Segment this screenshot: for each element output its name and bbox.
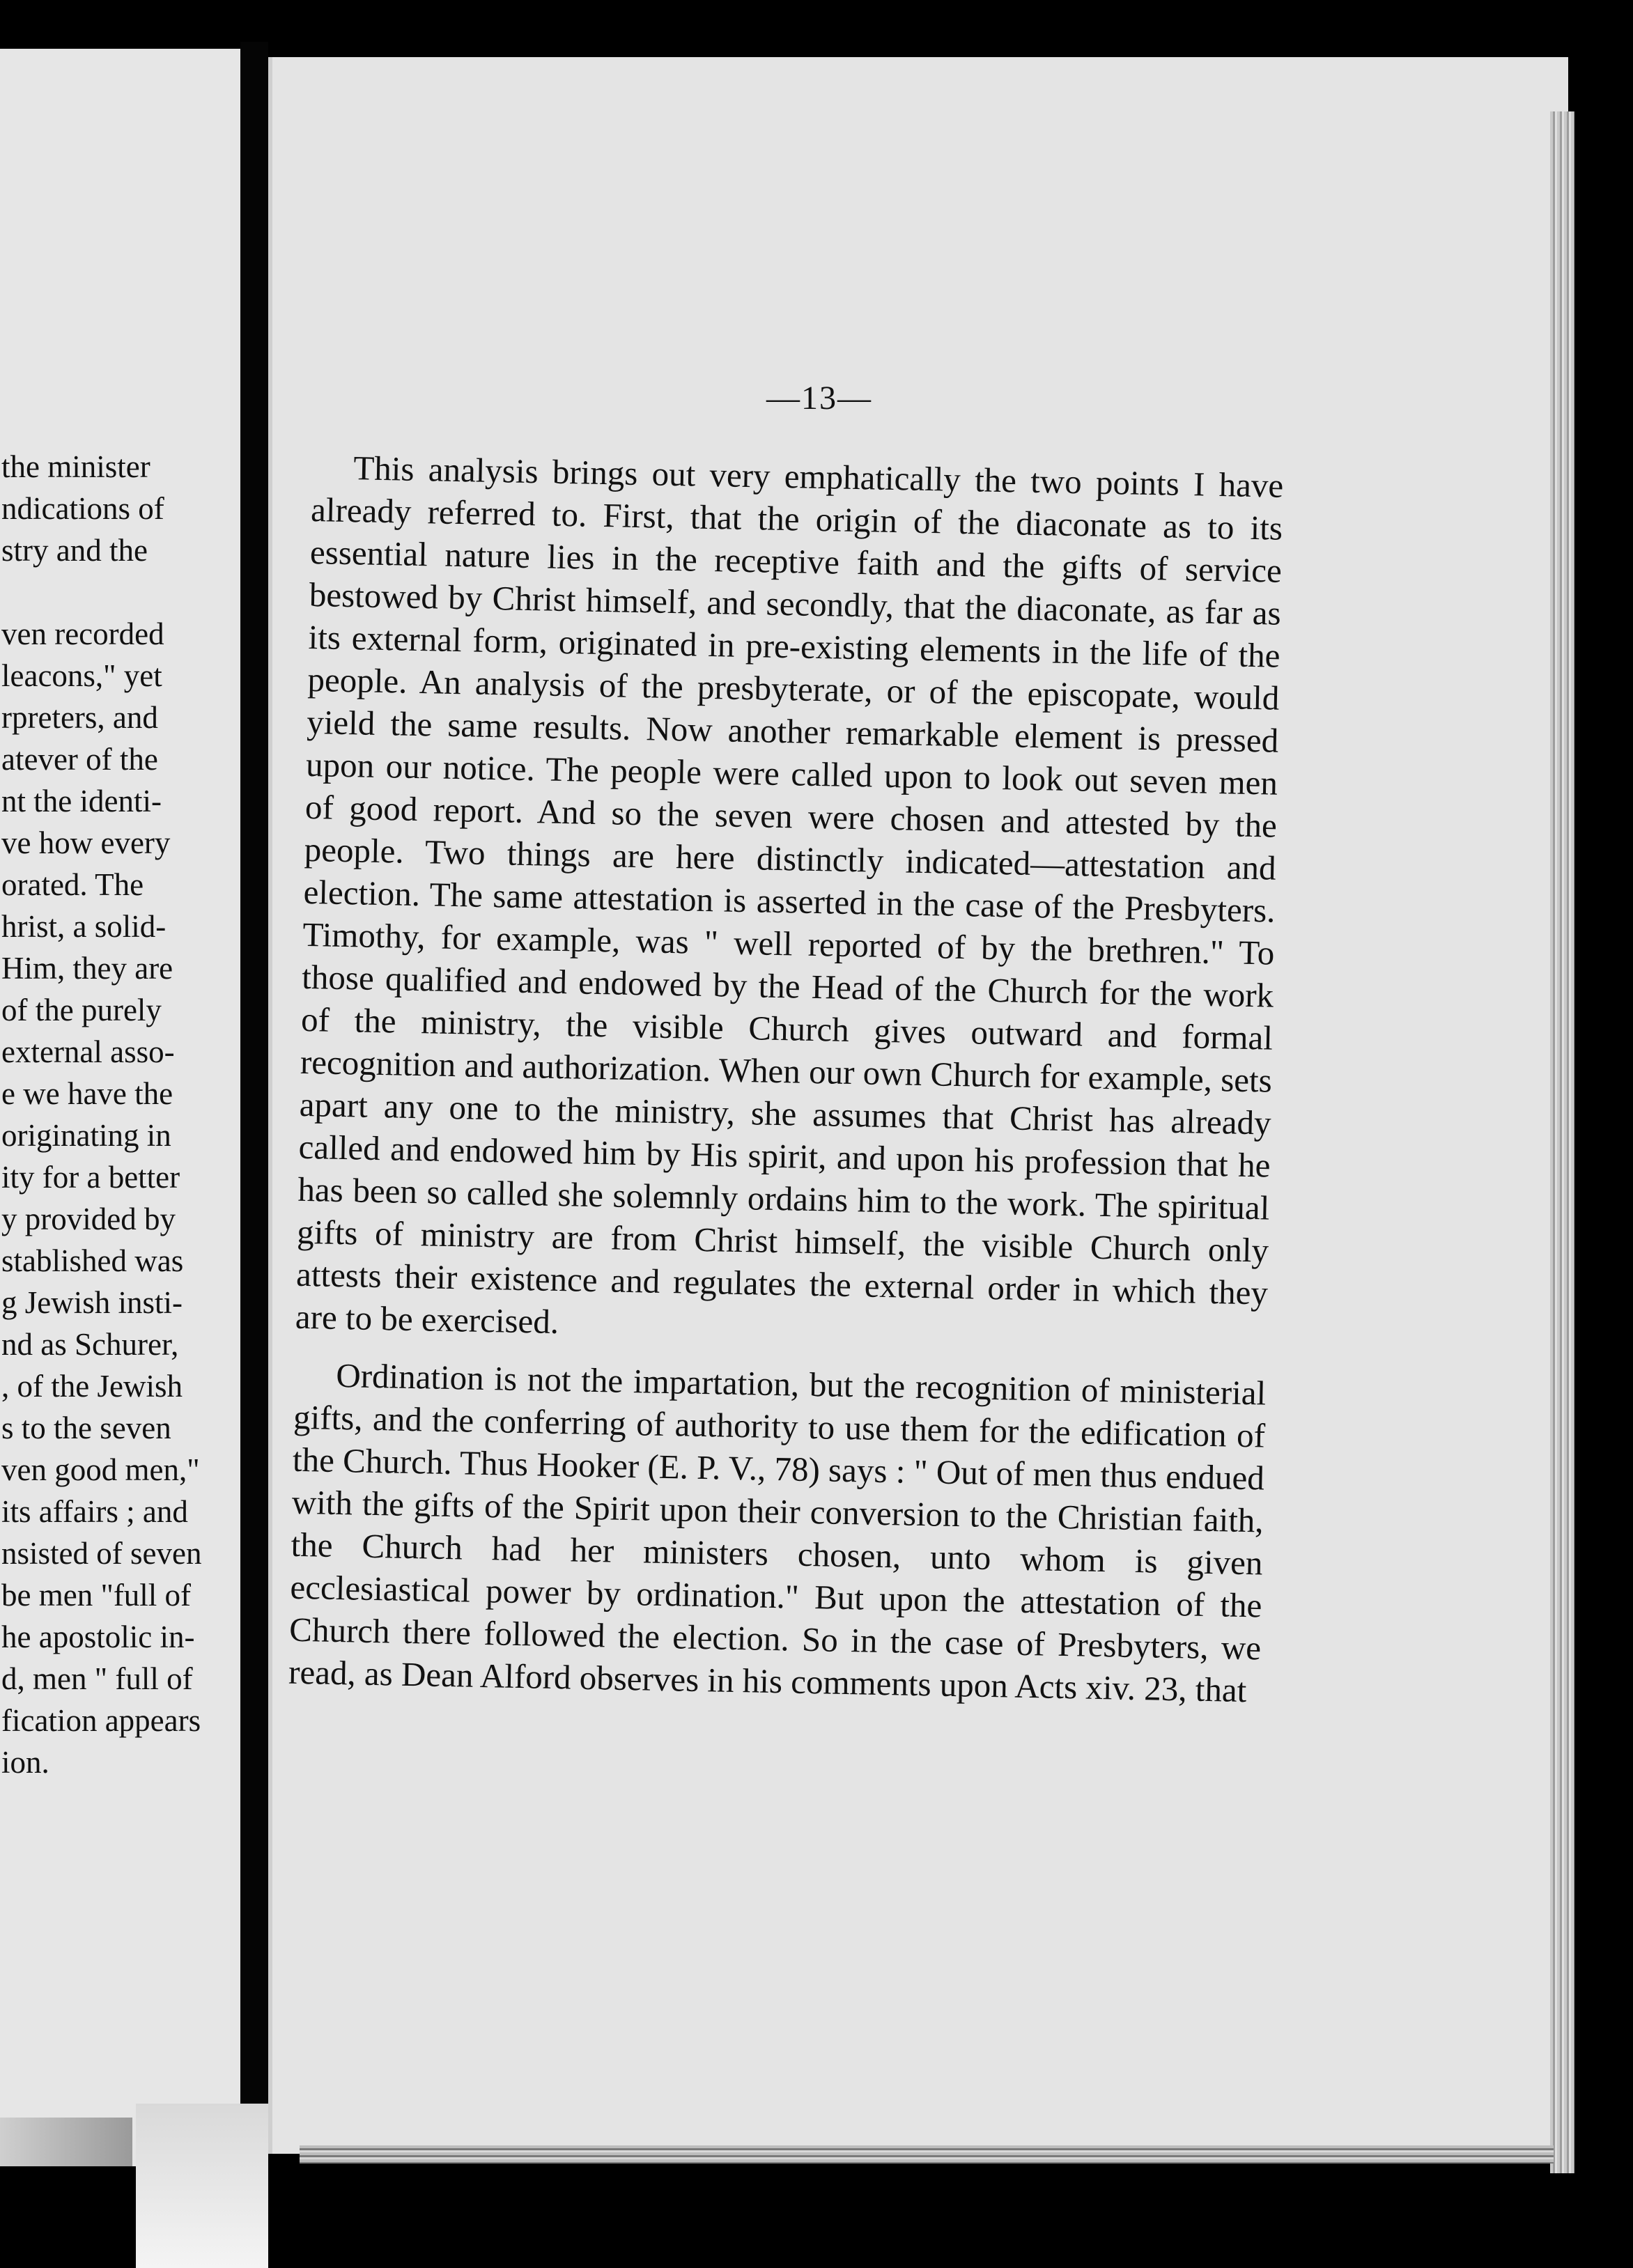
left-page-line: nt the identi- bbox=[1, 784, 162, 818]
left-page-line: hrist, a solid- bbox=[1, 909, 167, 944]
left-page-line: g Jewish insti- bbox=[1, 1285, 183, 1320]
left-page-line: nd as Schurer, bbox=[1, 1327, 179, 1362]
left-page-line: , of the Jewish bbox=[1, 1369, 183, 1404]
left-page-line: s to the seven bbox=[1, 1411, 171, 1445]
binding-corner bbox=[136, 2104, 268, 2268]
page-stack-bottom bbox=[300, 2145, 1554, 2164]
left-page-line: he apostolic in- bbox=[1, 1620, 195, 1654]
binding-edge bbox=[0, 2118, 132, 2166]
paragraph: Ordination is not the impartation, but the recognition of ministerial gifts, and the conferring of authority to use them for the edification of the Church. Thus Hooker (E. P. V., 78) says : " Out of men thus endued with the gifts of the Spirit upon their conversion to the Christian faith, the Church had her ministers chosen, unto whom is given ecclesiastical power by ordination." But upon the attestation of the Church there followed the election. So in the case of Presbyters, we read, as Dean Alford observes in his comments upon Acts xiv. 23, that bbox=[288, 1356, 1267, 1710]
left-page-line: ven good men," bbox=[1, 1452, 200, 1487]
left-page-line: ity for a better bbox=[1, 1160, 180, 1195]
left-page-line: rpreters, and bbox=[1, 700, 158, 735]
page-stack-edge bbox=[1550, 111, 1574, 2173]
left-page-line: ven recorded bbox=[1, 616, 164, 651]
left-page-line: y provided by bbox=[1, 1202, 176, 1236]
left-page-line: atever of the bbox=[1, 742, 158, 777]
left-page-line: the minister bbox=[1, 449, 150, 484]
left-page-line: ndications of bbox=[1, 491, 164, 526]
left-page-line: be men "full of bbox=[1, 1578, 192, 1613]
left-page-line: stablished was bbox=[1, 1243, 184, 1278]
book-gutter bbox=[240, 42, 268, 2236]
paragraph: This analysis brings out very emphatically the two points I have already referred to. First, that the origin of the diaconate as to its essential nature lies in the receptive faith and the gifts of service bestowed by Christ himself, and secondly, that the diaconate, as far as its external form, originated in pre-existing elements in the life of the people. An analysis of the presbyterate, or of the episcopate, would yield the same results. Now another remarkable element is pressed upon our notice. The people were called upon to look out seven men of good report. And so the seven were chosen and attested by the people. Two things are here distinctly indicated—attestation and election. The same attestation is asserted in the case of the Presbyters. Timothy, for example, was " well reported of by the brethren." To those qualified and endowed by the Head of the Church for the work of the ministry, the visible Church gives outward and formal recognition and authorization. When our own Church for example, sets apart any one to the ministry, she assumes that Christ has already called and endowed him by His spirit, and upon his profession that he has been so called she solemnly ordains him to the work. The spiritual gifts of ministry are from Christ himself, the visible Church only attests their existence and regulates the external order in which they are to be exercised. bbox=[295, 449, 1284, 1342]
left-page-line: e we have the bbox=[1, 1076, 173, 1111]
left-page-line: its affairs ; and bbox=[1, 1494, 188, 1529]
left-page-line: d, men " full of bbox=[1, 1661, 193, 1696]
left-page-line: nsisted of seven bbox=[1, 1536, 202, 1571]
left-page-line: ion. bbox=[1, 1745, 49, 1780]
left-page-line: leacons," yet bbox=[1, 658, 162, 693]
left-page-line: originating in bbox=[1, 1118, 171, 1153]
page-body bbox=[288, 446, 1284, 1711]
left-page-line: fication appears bbox=[1, 1703, 201, 1738]
left-page-line: Him, they are bbox=[1, 951, 173, 986]
left-facing-page bbox=[0, 49, 242, 2166]
page-number: —13— bbox=[766, 380, 872, 417]
left-page-line: stry and the bbox=[1, 533, 148, 568]
left-page-line: external asso- bbox=[1, 1034, 175, 1069]
left-page-line: of the purely bbox=[1, 993, 162, 1027]
left-page-line: orated. The bbox=[1, 867, 144, 902]
left-page-line: ve how every bbox=[1, 825, 171, 860]
